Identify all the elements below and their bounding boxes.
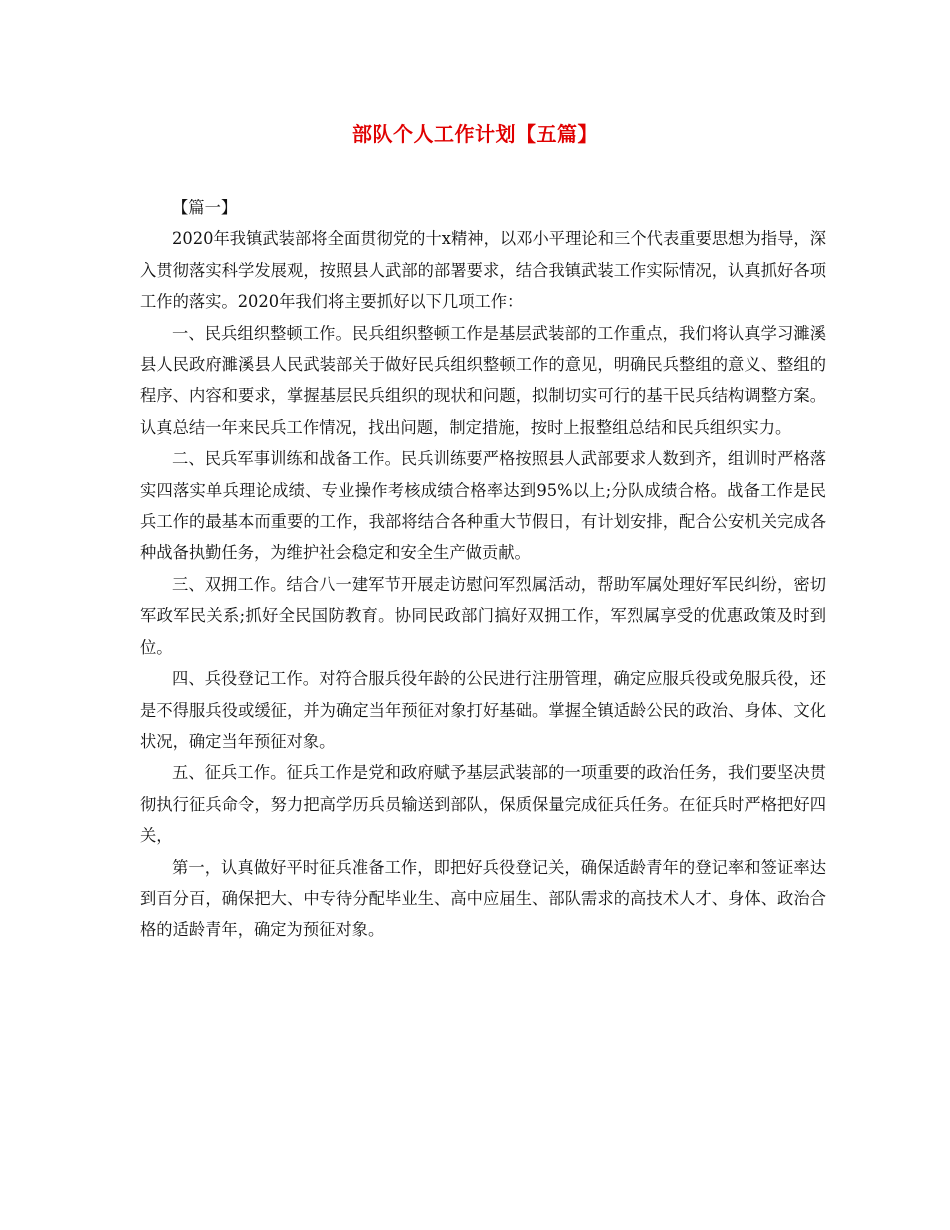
paragraph-training-readiness: 二、民兵军事训练和战备工作。民兵训练要严格按照县人武部要求人数到齐，组训时严格落实四落实单兵理论成绩、专业操作考核成绩合格率达到95%以上;分队成绩合格。战备工作是民兵工作的最基本而重要的工作，我部将结合各种重大节假日，有计划安排，配合公安机关完成各种战备执勤任务，为维护社会稳定和安全生产做贡献。 — [140, 449, 826, 563]
document-body — [140, 192, 826, 946]
paragraph-conscription: 五、征兵工作。征兵工作是党和政府赋予基层武装部的一项重要的政治任务，我们要坚决贯彻执行征兵命令，努力把高学历兵员输送到部队，保质保量完成征兵任务。在征兵时严格把好四关， — [140, 763, 826, 846]
paragraph-military-registration: 四、兵役登记工作。对符合服兵役年龄的公民进行注册管理，确定应服兵役或免服兵役，还是不得服兵役或缓征，并为确定当年预征对象打好基础。掌握全镇适龄公民的政治、身体、文化状况，确定当年预征对象。 — [140, 669, 826, 751]
document-title: 部队个人工作计划【五篇】 — [352, 122, 598, 146]
section-label: 【篇一】 — [172, 198, 238, 217]
paragraph-first-point: 第一，认真做好平时征兵准备工作，即把好兵役登记关，确保适龄青年的登记率和签证率达到百分百，确保把大、中专待分配毕业生、高中应届生、部队需求的高技术人才、身体、政治合格的适龄青年，确定为预征对象。 — [140, 857, 826, 940]
paragraph-militia-reorganization: 一、民兵组织整顿工作。民兵组织整顿工作是基层武装部的工作重点，我们将认真学习濉溪县人民政府濉溪县人民武装部关于做好民兵组织整顿工作的意见，明确民兵整组的意义、整组的程序、内容和要求，掌握基层民兵组织的现状和问题，拟制切实可行的基干民兵结构调整方案。认真总结一年来民兵工作情况，找出问题，制定措施，按时上报整组总结和民兵组织实力。 — [140, 323, 826, 437]
paragraph-intro: 2020年我镇武装部将全面贯彻党的十x精神，以邓小平理论和三个代表重要思想为指导，深入贯彻落实科学发展观，按照县人武部的部署要求，结合我镇武装工作实际情况，认真抓好各项工作的落实。2020年我们将主要抓好以下几项工作： — [140, 229, 826, 312]
paragraph-double-support: 三、双拥工作。结合八一建军节开展走访慰问军烈属活动，帮助军属处理好军民纠纷，密切军政军民关系;抓好全民国防教育。协同民政部门搞好双拥工作，军烈属享受的优惠政策及时到位。 — [140, 574, 826, 657]
